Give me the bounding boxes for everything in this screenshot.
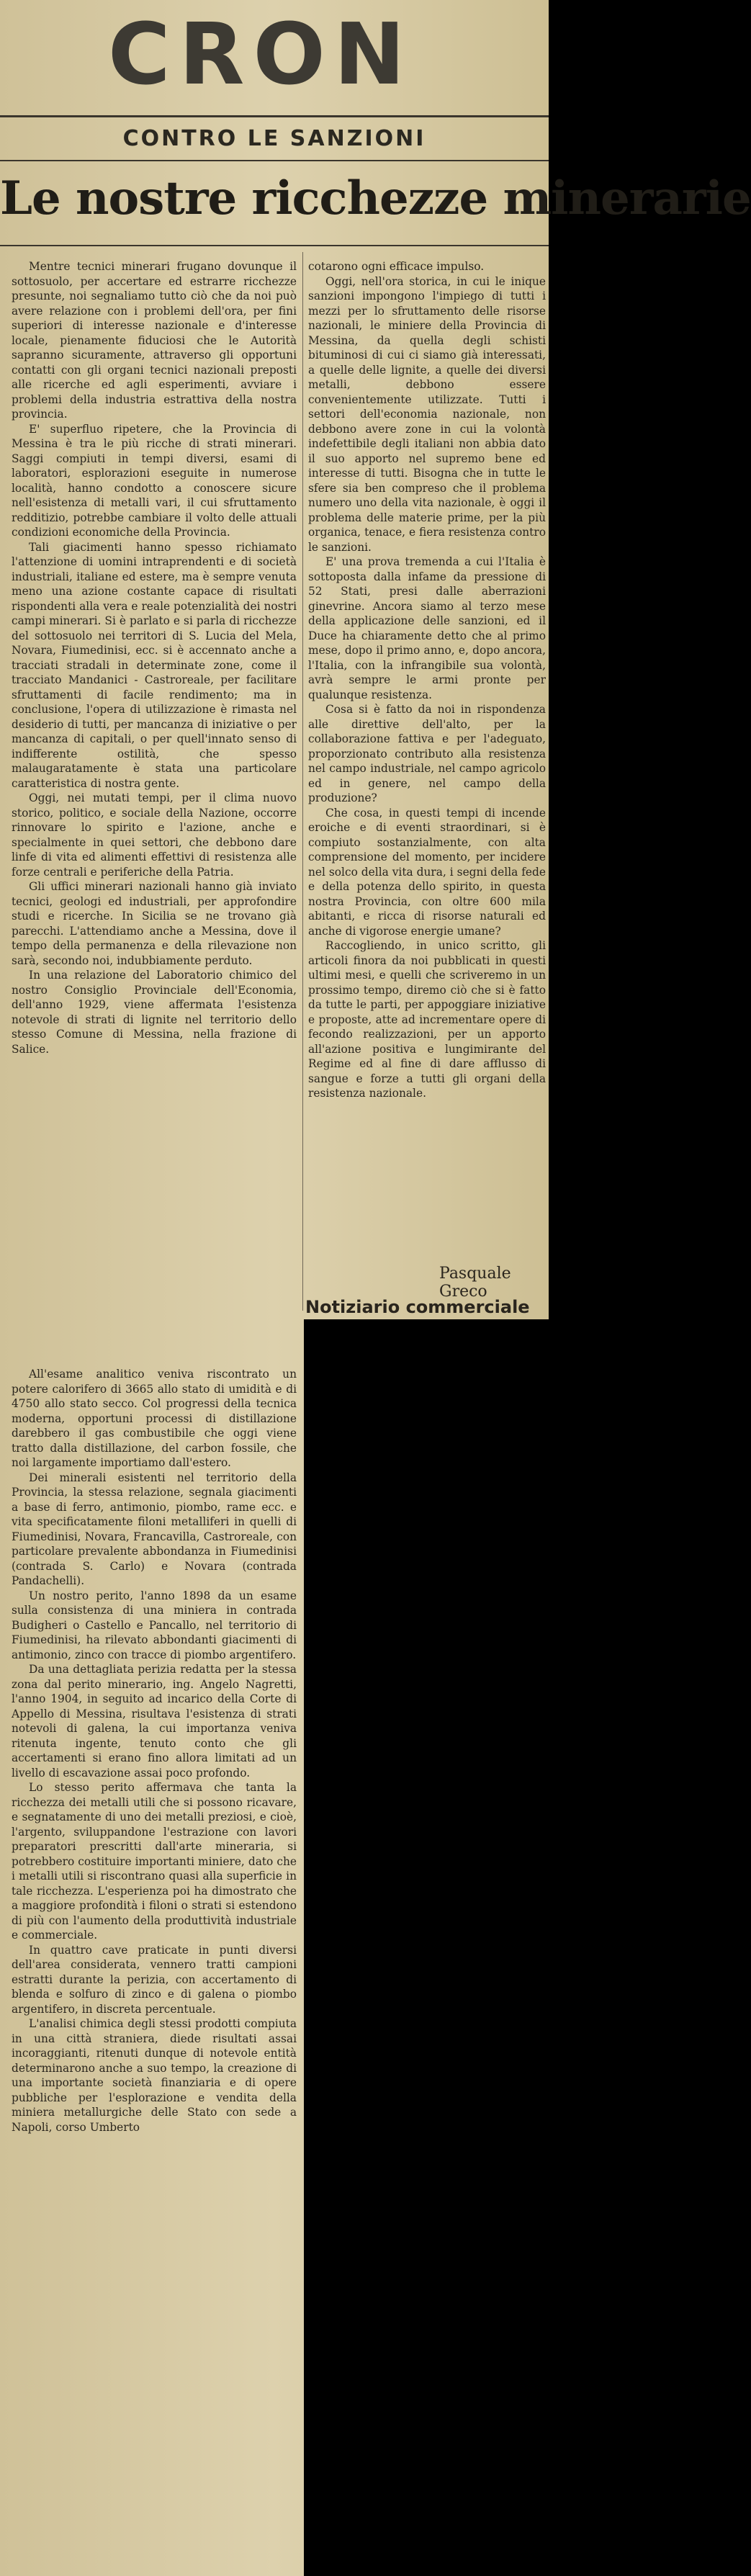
section-label: CONTRO LE SANZIONI: [122, 126, 426, 151]
author-signature: Pasquale Greco: [439, 1265, 511, 1301]
paragraph: Un nostro perito, l'anno 1898 da un esame sulla consistenza di una miniera in contrada Budigheri o Castello e Pancallo, nel territorio di Fiumedinisi, ha rilevato abbondanti giacimenti di antimonio, zinco con tracce di piombo argentifero.: [12, 1589, 297, 1661]
paragraph: Che cosa, in questi tempi di incende eroiche e di eventi straordinari, si è compiuto sostanzialmente, con alta comprensione del momento, per incidere nel solco della vita dura, i segni della fede e della potenza dello spirito, in questa nostra Provincia, con oltre 600 mila abitanti, e ricca di risorse naturali ed anche di vigorose energie umane?: [308, 806, 546, 938]
section-rule: [0, 160, 549, 161]
paragraph: Mentre tecnici minerari frugano dovunque il sottosuolo, per accertare ed estrarre ricchezze presunte, noi segnaliamo tutto ciò che da noi può avere relazione con i problemi dell'ora, per fini superiori di interesse nazionale e d'interesse locale, pienamente fiduciosi che le Autorità sapranno sicuramente, attraverso gli opportuni contatti con gli organi tecnici nazionali preposti alle ricerche ed agli esperimenti, avviare i problemi della industria estrattiva della nostra provincia.: [12, 260, 297, 421]
paragraph: All'esame analitico veniva riscontrato un potere calorifero di 3665 allo stato di umidità e di 4750 allo stato secco. Col progressi della tecnica moderna, opportuni processi di distillazione darebbero il gas combustibile che oggi viene tratto dalla distillazione, del carbon fossile, che noi largamente importiamo dall'estero.: [12, 1368, 297, 1469]
masthead-rule: [0, 115, 549, 117]
paragraph: E' una prova tremenda a cui l'Italia è sottoposta dalla infame da pressione di 52 Stati, presi dalle aberrazioni ginevrine. Ancora siamo al terzo mese della applicazione delle sanzioni, ed il Duce ha chiaramente detto che al primo mese, dopo il primo anno, e, dopo ancora, l'Italia, con la infrangibile sua volontà, avrà sempre le armi pronte per qualunque resistenza.: [308, 555, 546, 701]
paragraph: Dei minerali esistenti nel territorio della Provincia, la stessa relazione, segnala giacimenti a base di ferro, antimonio, piombo, rame ecc. e vita specificatamente filoni metalliferi in quelli di Fiumedinisi, Novara, Francavilla, Castroreale, con particolare prevalente abbondanza in Fiumedinisi (contrada S. Carlo) e Novara (contrada Pandachelli).: [12, 1471, 297, 1587]
torn-away-area: [304, 1319, 560, 2576]
paragraph: Oggi, nei mutati tempi, per il clima nuovo storico, politico, e sociale della Nazione, occorre rinnovare lo spirito e l'azione, anche e specialmente in quei settori, che debbono dare linfe di vita ed alimenti effettivi di resistenza alle forze centrali e periferiche della Patria.: [12, 791, 297, 879]
masthead: CRON: [108, 4, 414, 104]
next-article-headline: Notiziario commerciale: [305, 1297, 530, 1317]
headline-rule: [0, 245, 549, 246]
paragraph: Da una dettagliata perizia redatta per la stessa zona dal perito minerario, ing. Angelo Nagretti, l'anno 1904, in seguito ad incarico della Corte di Appello di Messina, risultava l'esistenza di strati notevoli di galena, la cui importanza veniva ritenuta ingente, tenuto conto che gli accertamenti si erano fino allora limitati ad un livello di escavazione assai poco profondo.: [12, 1663, 297, 1780]
paragraph: Lo stesso perito affermava che tanta la ricchezza dei metalli utili che si possono ricavare, e segnatamente di uno dei metalli preziosi, e cioè, l'argento, sviluppandone l'estrazione con lavori preparatori prescritti dall'arte mineraria, si potrebbero costituire importanti miniere, dato che i metalli utili si riscontrano quasi alla superficie in tale ricchezza. L'esperienza poi ha dimostrato che a maggiore profondità i filoni o strati si estendono di più con l'aumento della produttività industriale e commerciale.: [12, 1781, 297, 1942]
paragraph: Tali giacimenti hanno spesso richiamato l'attenzione di uomini intraprendenti e di società industriali, italiane ed estere, ma è sempre venuta meno una azione costante capace di risultati rispondenti alla vera e reale potenzialità dei nostri campi minerari. Si è parlato e si parla di ricchezze del sottosuolo nei territori di S. Lucia del Mela, Novara, Fiumedinisi, ecc. si è accennato anche a tracciati stradali in determinate zone, come il tracciato Mandanici - Castroreale, per facilitare sfruttamenti di facile rendimento; ma in conclusione, l'opera di utilizzazione è rimasta nel desiderio di tutti, per mancanza di iniziative o per mancanza di capitali, o per quell'innato senso di indifferente ostilità, che spesso malaugaratamente è stata una particolare caratteristica di nostra gente.: [12, 540, 297, 790]
paragraph: In una relazione del Laboratorio chimico del nostro Consiglio Provinciale dell'Economia, dell'anno 1929, viene affermata l'esistenza notevole di strati di lignite nel territorio dello stesso Comune di Messina, nella frazione di Salice.: [12, 969, 297, 1056]
article-column-3: [12, 1367, 297, 2135]
paragraph: Cosa si è fatto da noi in rispondenza alle direttive dell'alto, per la collaborazione fattiva e per l'adeguato, proporzionato contributo alla resistenza nel campo industriale, nel campo agricolo ed in genere, nel campo della produzione?: [308, 703, 546, 804]
column-divider: [302, 252, 303, 1311]
paragraph: cotarono ogni efficace impulso.: [308, 260, 485, 273]
article-headline: Le nostre ricchezze minerarie: [0, 171, 751, 225]
article-column-2: [308, 259, 546, 1101]
paragraph: L'analisi chimica degli stessi prodotti compiuta in una città straniera, diede risultati assai incoraggianti, ritenuti dunque di notevole entità determinarono anche a suo tempo, la creazione di una importante società finanziaria e di opere pubbliche per l'esplorazione e vendita della miniera metallurgiche delle Stato con sede a Napoli, corso Umberto: [12, 2017, 297, 2134]
paragraph: E' superfluo ripetere, che la Provincia di Messina è tra le più ricche di strati minerari. Saggi compiuti in tempi diversi, esami di laboratori, esplorazioni eseguite in numerose località, hanno condotto a conoscere sicure nell'esistenza di metalli vari, il cui sfruttamento redditizio, potrebbe cambiare il volto delle attuali condizioni economiche della Provincia.: [12, 422, 297, 539]
paragraph: Oggi, nell'ora storica, in cui le inique sanzioni impongono l'impiego di tutti i mezzi per lo sfruttamento delle risorse nazionali, le miniere della Provincia di Messina, da quella degli schisti bituminosi di cui ci siamo già interessati, a quelle delle lignite, a quelle dei diversi metalli, debbono essere convenientemente utilizzate. Tutti i settori dell'economia nazionale, non debbono avere zone in cui la volontà indefettibile degli italiani non abbia dato il suo apporto nel supremo bene ed interesse di tutti. Bisogna che in tutte le sfere sia ben compreso che il problema numero uno della vita nazionale, è oggi il problema delle materie prime, per la più organica, tenace, e fiera resistenza contro le sanzioni.: [308, 274, 546, 554]
article-column-1: [12, 259, 297, 1056]
paragraph: Raccogliendo, in unico scritto, gli articoli finora da noi pubblicati in questi ultimi mesi, e quelli che scriveremo in un prossimo tempo, diremo ciò che si è fatto da tutte le parti, per appoggiare iniziative e proposte, atte ad incrementare opere di fecondo realizzazioni, per un apporto all'azione positiva e lungimirante del Regime ed al fine di dare afflusso di sangue e forze a tutti gli organi della resistenza nazionale.: [308, 939, 546, 1100]
paragraph: In quattro cave praticate in punti diversi dell'area considerata, vennero tratti campioni estratti durante la perizia, con accertamento di blenda e solfuro di zinco e di galena o piombo argentifero, in discreta percentuale.: [12, 1943, 297, 2016]
paragraph: Gli uffici minerari nazionali hanno già inviato tecnici, geologi ed industriali, per approfondire studi e ricerche. In Sicilia se ne trovano già parecchi. L'attendiamo anche a Messina, dove il tempo della permanenza e della rilevazione non sarà, secondo noi, indubbiamente perduto.: [12, 880, 297, 967]
